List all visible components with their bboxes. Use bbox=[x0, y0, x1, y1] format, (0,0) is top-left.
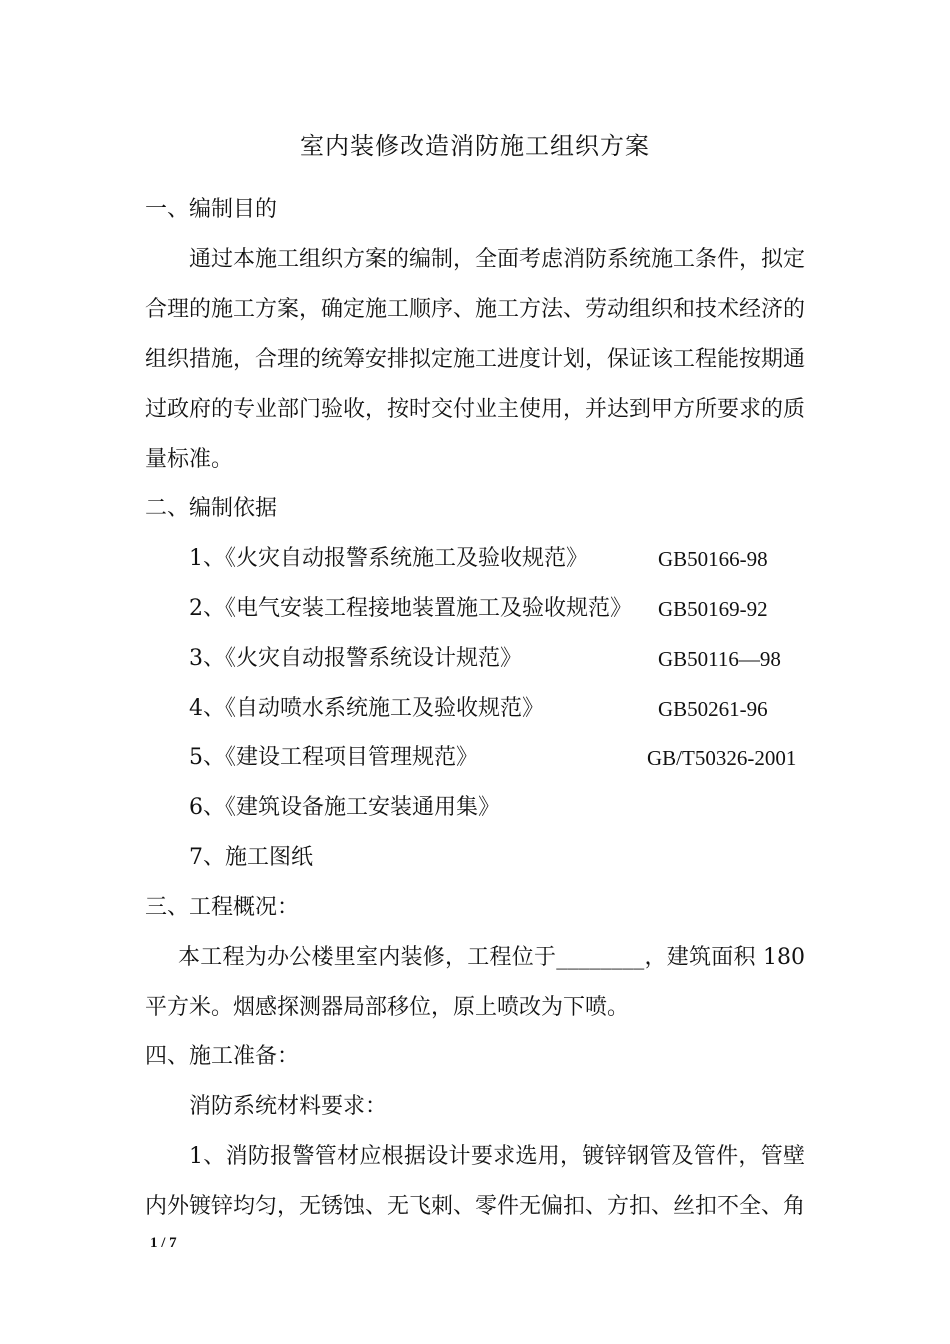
paragraph-line: 本工程为办公楼里室内装修，工程位于________，建筑面积 180 bbox=[178, 945, 805, 970]
standard-item: 7、施工图纸 bbox=[189, 845, 313, 870]
paragraph-line: 量标准。 bbox=[145, 447, 234, 472]
document-title: 室内装修改造消防施工组织方案 bbox=[300, 132, 650, 160]
standard-code: GB/T50326-2001 bbox=[647, 746, 797, 770]
standard-item: 2、《电气安装工程接地装置施工及验收规范》 bbox=[189, 596, 632, 621]
section-heading-overview: 三、工程概况： bbox=[145, 895, 300, 920]
standard-item: 3、《火灾自动报警系统设计规范》 bbox=[189, 646, 522, 671]
standard-code: GB50261-96 bbox=[658, 697, 768, 721]
subheading-materials: 消防系统材料要求： bbox=[189, 1094, 388, 1119]
paragraph-line: 通过本施工组织方案的编制，全面考虑消防系统施工条件，拟定 bbox=[189, 247, 806, 272]
paragraph-line: 内外镀锌均匀，无锈蚀、无飞刺、零件无偏扣、方扣、丝扣不全、角 bbox=[145, 1194, 806, 1219]
standard-item: 1、《火灾自动报警系统施工及验收规范》 bbox=[189, 546, 588, 571]
standard-item: 6、《建筑设备施工安装通用集》 bbox=[189, 795, 500, 820]
paragraph-line: 1、消防报警管材应根据设计要求选用，镀锌钢管及管件，管壁 bbox=[189, 1144, 805, 1169]
standard-code: GB50116—98 bbox=[658, 647, 781, 671]
paragraph-line: 过政府的专业部门验收，按时交付业主使用，并达到甲方所要求的质 bbox=[145, 397, 806, 422]
standard-item: 4、《自动喷水系统施工及验收规范》 bbox=[189, 696, 544, 721]
section-heading-preparation: 四、施工准备： bbox=[145, 1044, 300, 1069]
standard-code: GB50169-92 bbox=[658, 597, 768, 621]
paragraph-line: 合理的施工方案，确定施工顺序、施工方法、劳动组织和技术经济的 bbox=[145, 297, 806, 322]
section-heading-purpose: 一、编制目的 bbox=[145, 197, 278, 222]
paragraph-line: 平方米。烟感探测器局部移位，原上喷改为下喷。 bbox=[145, 995, 630, 1020]
section-heading-basis: 二、编制依据 bbox=[145, 496, 278, 521]
standard-item: 5、《建设工程项目管理规范》 bbox=[189, 745, 478, 770]
page-number: 1 / 7 bbox=[150, 1235, 177, 1251]
standard-code: GB50166-98 bbox=[658, 547, 768, 571]
paragraph-line: 组织措施，合理的统筹安排拟定施工进度计划，保证该工程能按期通 bbox=[145, 347, 806, 372]
